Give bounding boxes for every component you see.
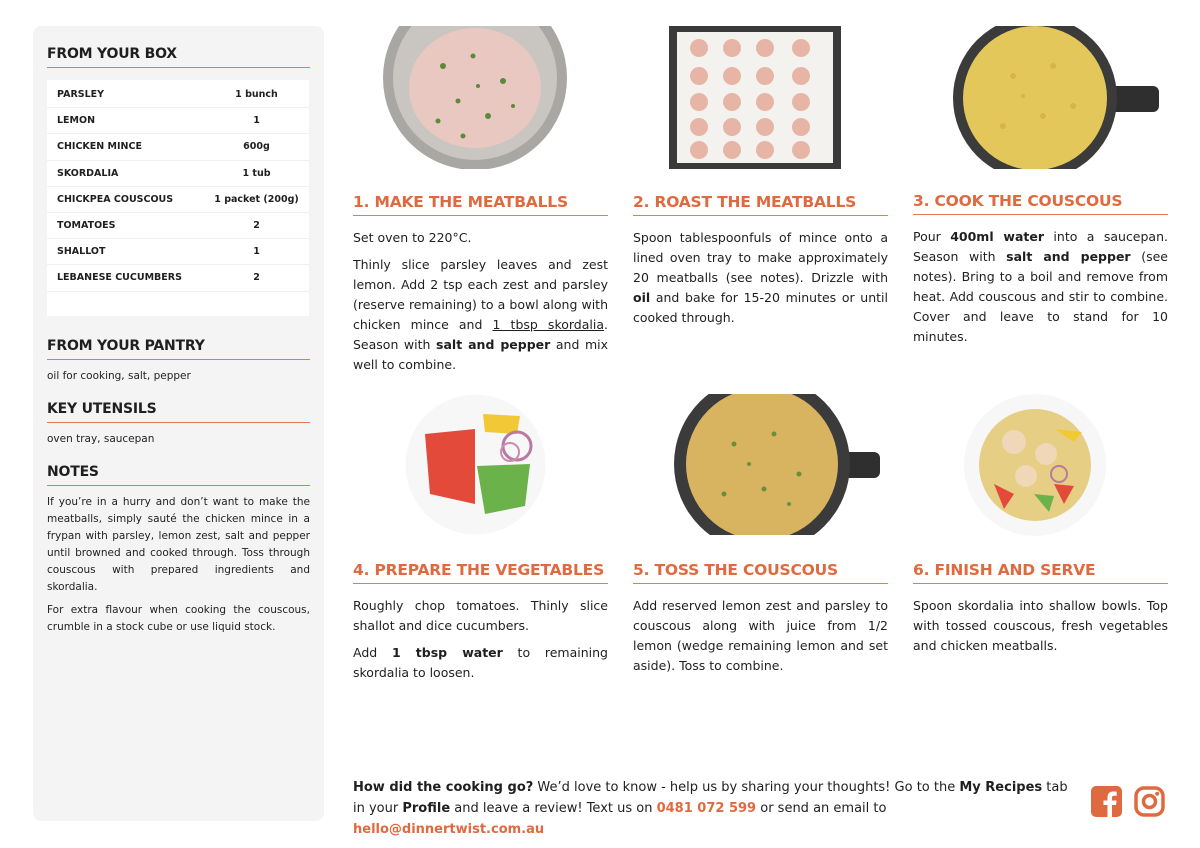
profile-label: Profile xyxy=(402,801,451,816)
ingredient-row xyxy=(47,161,309,187)
step-title: 3. COOK THE COUSCOUS xyxy=(913,192,1168,215)
note-paragraph: For extra flavour when cooking the couscous, crumble in a stock cube or use liquid stock. xyxy=(47,604,310,633)
step-paragraph: Set oven to 220°C. xyxy=(353,230,472,245)
utensils-text: oven tray, saucepan xyxy=(47,433,155,445)
pantry-text: oil for cooking, salt, pepper xyxy=(47,370,191,382)
ingredient-row xyxy=(47,187,309,213)
photo-couscous-pot xyxy=(953,26,1159,169)
photo-meatball-mixture xyxy=(383,26,567,169)
step-title: 6. FINISH AND SERVE xyxy=(913,561,1168,584)
notes-heading: NOTES xyxy=(47,464,310,486)
notes-section xyxy=(47,464,310,636)
step-title: 2. ROAST THE MEATBALLS xyxy=(633,193,888,216)
ingredient-row xyxy=(47,265,309,291)
pantry-section xyxy=(47,338,310,385)
ingredient-name: CHICKEN MINCE xyxy=(57,141,142,153)
phone-link[interactable]: 0481 072 599 xyxy=(656,801,757,816)
ingredient-qty: 1 xyxy=(253,115,260,127)
step-2 xyxy=(633,193,888,335)
ingredient-name: PARSLEY xyxy=(57,89,105,101)
ingredient-name: LEMON xyxy=(57,115,96,127)
footer-question: How did the cooking go? xyxy=(353,780,534,795)
pantry-heading: FROM YOUR PANTRY xyxy=(47,338,310,360)
feedback-footer: How did the cooking go? We’d love to know - help us by sharing your thoughts! Go to the My Recipes tab in your Profile and leave a review! Text us on 0481 072 599 or send an email to hello@dinnertwist.com.au xyxy=(353,780,1068,837)
step-title: 1. MAKE THE MEATBALLS xyxy=(353,193,608,216)
box-heading: FROM YOUR BOX xyxy=(47,46,310,68)
photo-final-dish xyxy=(964,394,1106,536)
step-paragraph: Add 1 tbsp water to remaining skordalia to loosen. xyxy=(353,645,608,680)
ingredient-row xyxy=(47,213,309,239)
ingredient-row xyxy=(47,239,309,265)
step-paragraph: Roughly chop tomatoes. Thinly slice shallot and dice cucumbers. xyxy=(353,598,608,633)
instagram-icon[interactable] xyxy=(1134,786,1165,817)
sidebar xyxy=(33,26,324,821)
ingredient-name: CHICKPEA COUSCOUS xyxy=(57,193,174,205)
utensils-heading: KEY UTENSILS xyxy=(47,401,310,423)
utensils-section xyxy=(47,401,310,448)
step-4 xyxy=(353,561,608,690)
ingredient-qty: 1 packet (200g) xyxy=(214,193,299,205)
ingredient-qty: 600g xyxy=(243,141,270,153)
ingredient-row xyxy=(47,134,309,160)
ingredient-row xyxy=(47,82,309,108)
photo-meatballs-tray xyxy=(669,26,841,169)
step-6 xyxy=(913,561,1168,663)
step-paragraph: Spoon tablespoonfuls of mince onto a lined oven tray to make approximately 20 meatballs (see notes). Drizzle with oil and bake for 15-20 minutes or until cooked through. xyxy=(633,230,888,325)
step-paragraph: Add reserved lemon zest and parsley to couscous along with juice from 1/2 lemon (wedge remaining lemon and set aside). Toss to combine. xyxy=(633,598,888,673)
ingredient-name: SHALLOT xyxy=(57,246,106,258)
facebook-icon[interactable] xyxy=(1091,786,1122,817)
photo-tossed-couscous xyxy=(674,394,880,535)
step-paragraph: Pour 400ml water into a saucepan. Season with salt and pepper (see notes). Bring to a boil and remove from heat. Add couscous and stir to combine. Cover and leave to stand for 10 minutes. xyxy=(913,229,1168,344)
step-paragraph: Thinly slice parsley leaves and zest lemon. Add 2 tsp each zest and parsley (reserve remaining) to a bowl along with chicken mince and 1 tbsp skordalia. Season with salt and pepper and mix well to combine. xyxy=(353,257,609,372)
ingredient-qty: 1 tub xyxy=(242,167,271,179)
email-link[interactable]: hello@dinnertwist.com.au xyxy=(353,822,545,837)
step-title: 5. TOSS THE COUSCOUS xyxy=(633,561,888,584)
ingredient-qty: 1 xyxy=(253,246,260,258)
ingredient-name: LEBANESE CUCUMBERS xyxy=(57,272,182,284)
step-5 xyxy=(633,561,888,683)
ingredient-qty: 1 bunch xyxy=(235,89,278,101)
ingredient-name: TOMATOES xyxy=(57,220,116,232)
step-paragraph: Spoon skordalia into shallow bowls. Top with tossed couscous, fresh vegetables and chicken meatballs. xyxy=(913,598,1168,653)
ingredient-table xyxy=(47,80,309,316)
note-paragraph: If you’re in a hurry and don’t want to make the meatballs, simply sauté the chicken mince in a frypan with parsley, lemon zest, salt and pepper until browned and cooked through. Toss through couscous with prepared ingredients and skordalia. xyxy=(47,496,310,593)
ingredient-name: SKORDALIA xyxy=(57,167,119,179)
ingredient-qty: 2 xyxy=(253,272,260,284)
step-3 xyxy=(913,192,1168,354)
step-title: 4. PREPARE THE VEGETABLES xyxy=(353,561,608,584)
ingredient-row xyxy=(47,108,309,134)
step-1 xyxy=(353,193,608,382)
my-recipes-label: My Recipes xyxy=(959,780,1043,795)
ingredient-qty: 2 xyxy=(253,220,260,232)
photo-vegetables-plate xyxy=(405,394,546,535)
